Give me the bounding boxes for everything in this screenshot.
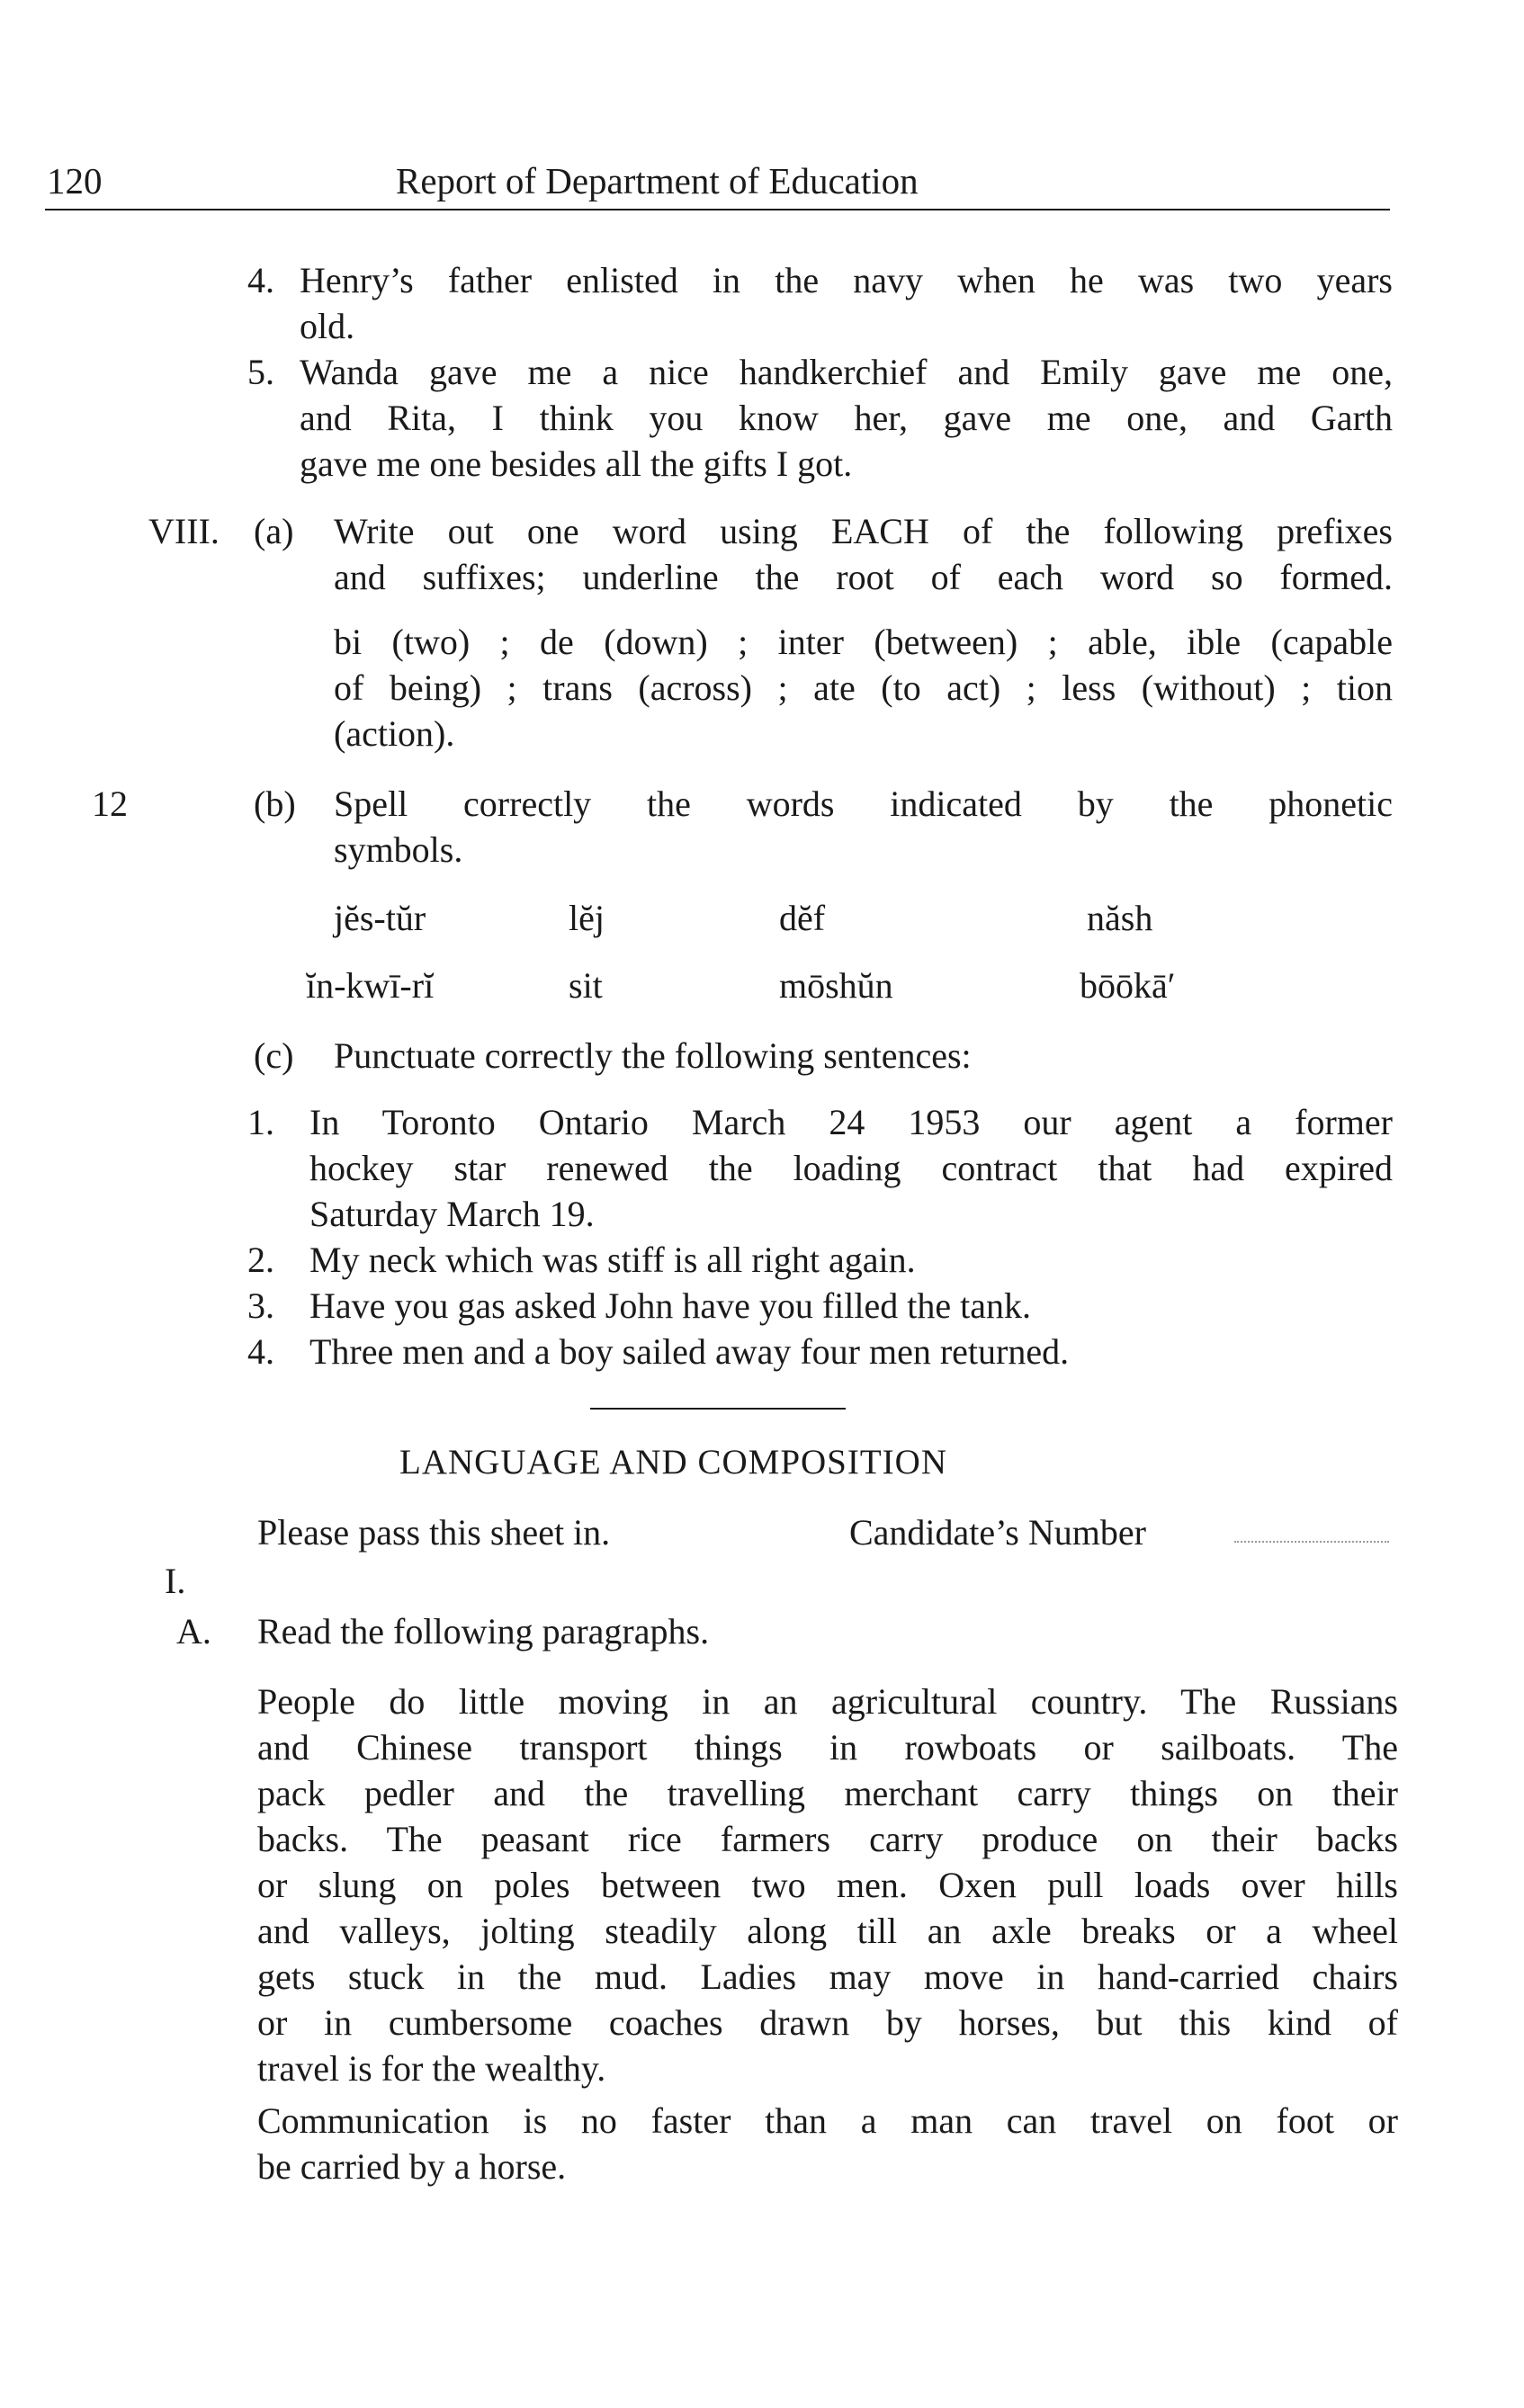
paragraph-line: and Chinese transport things in rowboats or sailboats. The bbox=[257, 1727, 1398, 1768]
sentence-line: Saturday March 19. bbox=[309, 1194, 595, 1234]
item-5-line-2: and Rita, I think you know her, gave me one, and Garth bbox=[300, 398, 1393, 438]
phonetic-word: bōōkā′ bbox=[1080, 965, 1176, 1006]
sentence-number: 2. bbox=[247, 1240, 274, 1280]
paragraph-line: pack pedler and the travelling merchant carry things on their bbox=[257, 1773, 1398, 1813]
part-c-intro: Punctuate correctly the following sentences: bbox=[334, 1035, 972, 1076]
header-rule bbox=[45, 209, 1390, 210]
pass-sheet-note: Please pass this sheet in. bbox=[257, 1512, 611, 1553]
marks-value: 12 bbox=[92, 783, 128, 824]
phonetic-word: ĭn-kwī-rĭ bbox=[306, 965, 435, 1006]
paragraph-line: be carried by a horse. bbox=[257, 2146, 567, 2187]
page-number: 120 bbox=[47, 160, 103, 201]
phonetic-word: lĕj bbox=[569, 898, 605, 938]
paragraph-line: or in cumbersome coaches drawn by horses, but this kind of bbox=[257, 2002, 1398, 2043]
sentence-line: In Toronto Ontario March 24 1953 our agent a former bbox=[309, 1102, 1393, 1142]
item-5-number: 5. bbox=[247, 352, 274, 392]
sentence-line: hockey star renewed the loading contract that had expired bbox=[309, 1148, 1393, 1188]
paragraph-line: and valleys, jolting steadily along till an axle breaks or a wheel bbox=[257, 1911, 1398, 1951]
phonetic-word: mōshŭn bbox=[779, 965, 893, 1006]
section-divider bbox=[590, 1408, 846, 1410]
paragraph-line: Communication is no faster than a man can travel on foot or bbox=[257, 2100, 1398, 2141]
part-a-instruction: Read the following paragraphs. bbox=[257, 1611, 710, 1652]
item-4-line-1: Henry’s father enlisted in the navy when he was two years bbox=[300, 260, 1393, 300]
part-a-letter: A. bbox=[176, 1611, 211, 1652]
sentence-number: 3. bbox=[247, 1285, 274, 1326]
running-title: Report of Department of Education bbox=[396, 160, 919, 201]
phonetic-word: dĕf bbox=[779, 898, 826, 938]
item-4-number: 4. bbox=[247, 260, 274, 300]
part-a-label: (a) bbox=[254, 511, 294, 551]
part-roman-numeral: I. bbox=[165, 1561, 186, 1601]
sentence-line: Have you gas asked John have you filled the tank. bbox=[309, 1285, 1032, 1326]
phonetic-word: năsh bbox=[1087, 898, 1153, 938]
candidate-number-blank bbox=[1234, 1540, 1389, 1543]
prefix-list-line-2: of being) ; trans (across) ; ate (to act) ; less (without) ; tion bbox=[334, 667, 1393, 708]
sentence-line: My neck which was stiff is all right again. bbox=[309, 1240, 916, 1280]
prefix-list-line-3: (action). bbox=[334, 713, 455, 754]
part-b-label: (b) bbox=[254, 783, 296, 824]
paragraph-line: backs. The peasant rice farmers carry produce on their backs bbox=[257, 1819, 1398, 1859]
sentence-number: 1. bbox=[247, 1102, 274, 1142]
item-4-line-2: old. bbox=[300, 306, 355, 346]
paragraph-line: gets stuck in the mud. Ladies may move in hand-carried chairs bbox=[257, 1956, 1398, 1997]
sentence-number: 4. bbox=[247, 1331, 274, 1372]
paragraph-line: travel is for the wealthy. bbox=[257, 2048, 606, 2089]
phonetic-word: sit bbox=[569, 965, 603, 1006]
item-5-line-3: gave me one besides all the gifts I got. bbox=[300, 443, 853, 484]
sentence-line: Three men and a boy sailed away four men returned. bbox=[309, 1331, 1070, 1372]
part-b-line-1: Spell correctly the words indicated by the phonetic bbox=[334, 783, 1393, 824]
part-a-line-2: and suffixes; underline the root of each word so formed. bbox=[334, 557, 1393, 597]
phonetic-word: jĕs-tŭr bbox=[334, 898, 426, 938]
paragraph-line: or slung on poles between two men. Oxen pull loads over hills bbox=[257, 1865, 1398, 1905]
part-b-line-2: symbols. bbox=[334, 829, 463, 870]
candidate-number-label: Candidate’s Number bbox=[849, 1512, 1146, 1553]
part-a-line-1: Write out one word using EACH of the following prefixes bbox=[334, 511, 1393, 551]
part-c-label: (c) bbox=[254, 1035, 294, 1076]
prefix-list-line-1: bi (two) ; de (down) ; inter (between) ; able, ible (capable bbox=[334, 622, 1393, 662]
section-heading: LANGUAGE AND COMPOSITION bbox=[399, 1443, 947, 1482]
paragraph-line: People do little moving in an agricultural country. The Russians bbox=[257, 1681, 1398, 1722]
item-5-line-1: Wanda gave me a nice handkerchief and Emily gave me one, bbox=[300, 352, 1393, 392]
section-viii-numeral: VIII. bbox=[148, 511, 220, 551]
